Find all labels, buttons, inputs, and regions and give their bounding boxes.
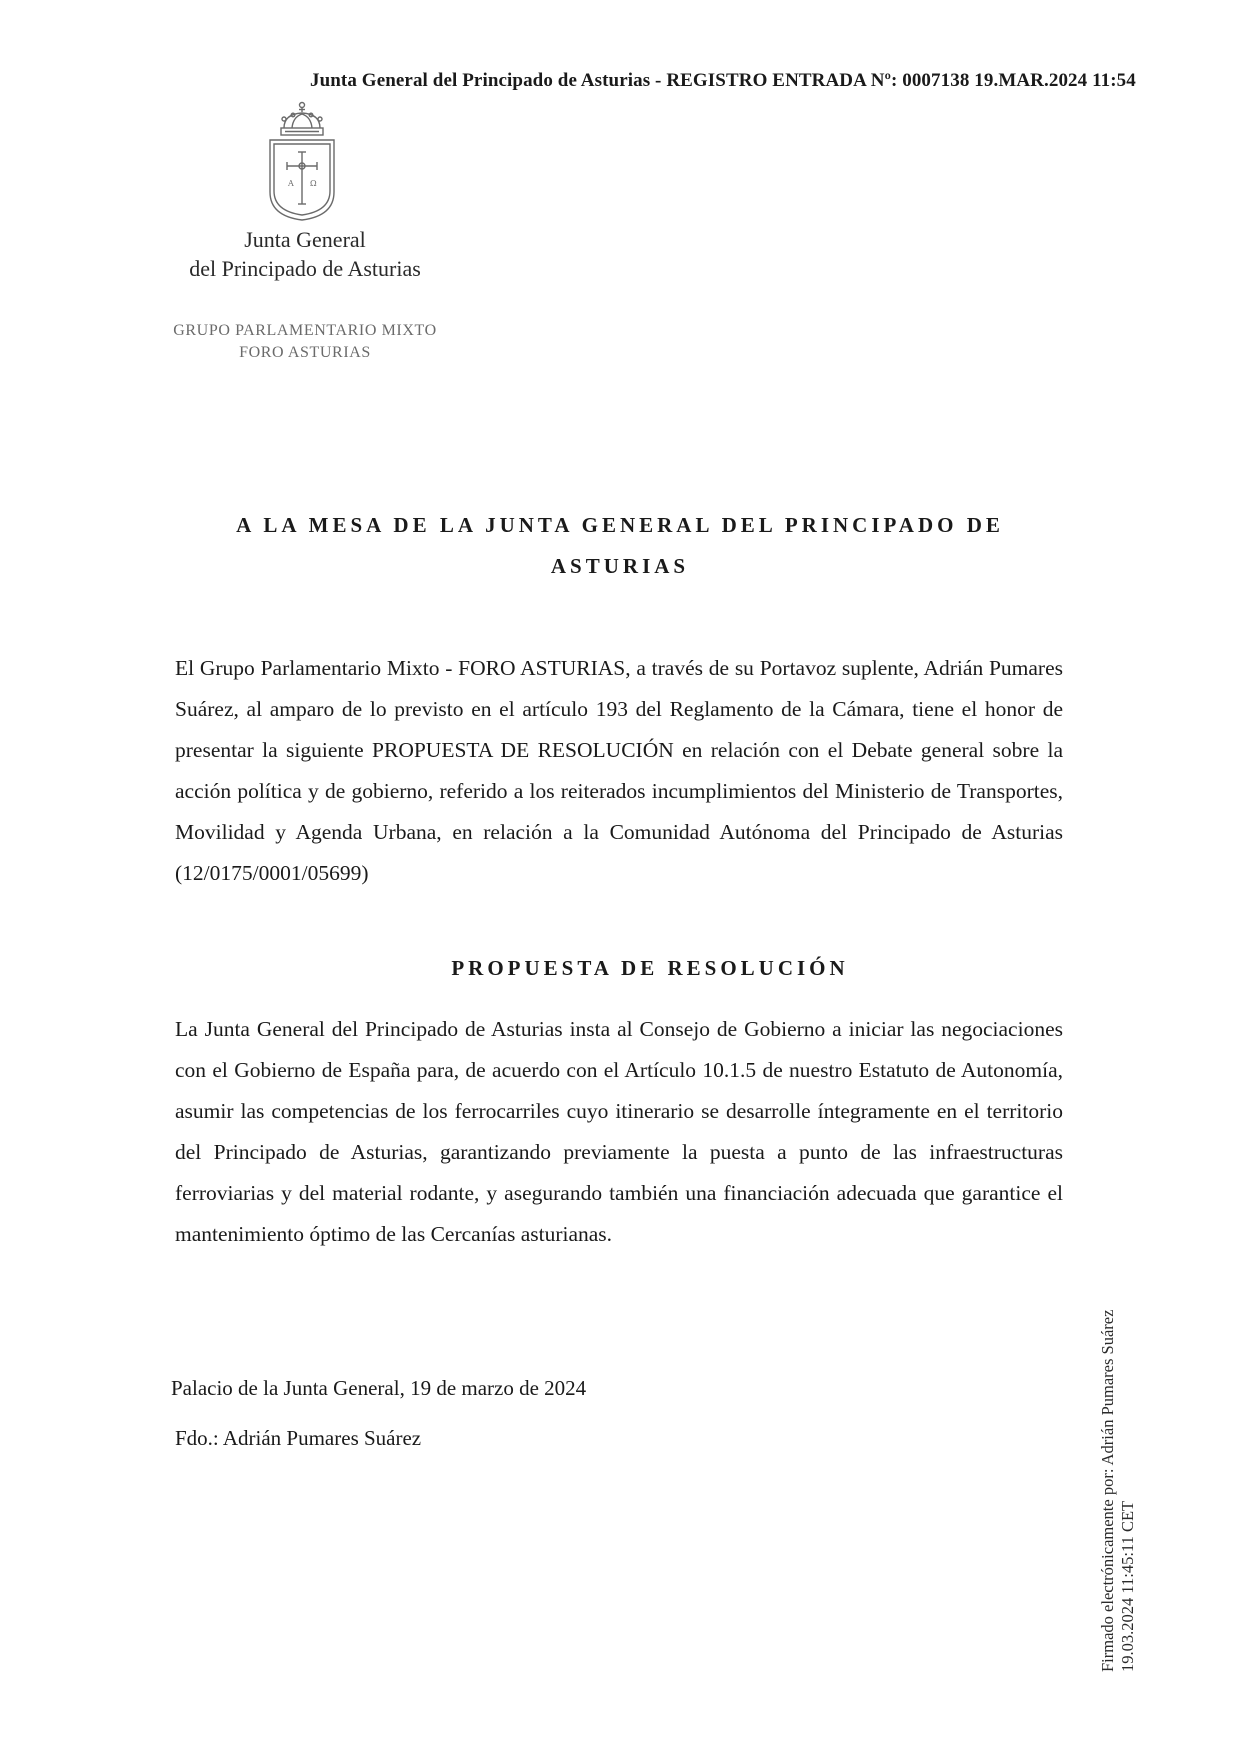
proposal-text: La Junta General del Principado de Asturias insta al Consejo de Gobierno a iniciar las negociaciones con el Gobierno de España para, de acuerdo con el Artículo 10.1.5 de nuestro Estatuto de Autonomía, asumir las competencias de los ferrocarriles cuyo itinerario se desarrolle íntegramente en el territorio del Principado de Asturias, garantizando previamente la puesta a punto de las infraestructuras ferroviarias y del material rodante, y asegurando también una financiación adecuada que garantice el mantenimiento óptimo de las Cercanías asturianas. xyxy=(175,1017,1063,1246)
org-name-line1: Junta General xyxy=(244,227,366,252)
asturias-coat-of-arms-icon xyxy=(262,100,342,222)
registry-stamp: Junta General del Principado de Asturias - REGISTRO ENTRADA Nº: 0007138 19.MAR.2024 11:54 xyxy=(310,70,1136,91)
org-name-line2: del Principado de Asturias xyxy=(189,256,421,281)
svg-text:A: A xyxy=(288,179,294,188)
signed-by: Fdo.: Adrián Pumares Suárez xyxy=(175,1426,422,1450)
svg-text:Ω: Ω xyxy=(310,179,317,188)
electronic-signature xyxy=(1098,1242,1138,1672)
e-signature-line1: Firmado electrónicamente por: Adrián Pumares Suárez xyxy=(1098,1309,1117,1672)
group-line2: FORO ASTURIAS xyxy=(239,344,371,361)
proposal-title: PROPUESTA DE RESOLUCIÓN xyxy=(451,956,849,980)
intro-paragraph: El Grupo Parlamentario Mixto - FORO ASTURIAS, a través de su Portavoz suplente, Adrián Pumares Suárez, al amparo de lo previsto en el artículo 193 del Reglamento de la Cámara, tiene el honor de presentar la siguiente PROPUESTA DE RESOLUCIÓN en relación con el Debate general sobre la acción política y de gobierno, referido a los reiterados incumplimientos del Ministerio de Transportes, Movilidad y Agenda Urbana, en relación a la Comunidad Autónoma del Principado de Asturias (12/0175/0001/05699) xyxy=(175,656,1063,885)
group-line1: GRUPO PARLAMENTARIO MIXTO xyxy=(173,322,437,339)
e-signature-line2: 19.03.2024 11:45:11 CET xyxy=(1118,1500,1137,1672)
organization-name xyxy=(160,225,450,283)
document-heading: A LA MESA DE LA JUNTA GENERAL DEL PRINCIPADO DE ASTURIAS xyxy=(236,513,1004,578)
parliamentary-group xyxy=(140,320,470,364)
place-date: Palacio de la Junta General, 19 de marzo de 2024 xyxy=(171,1376,587,1400)
